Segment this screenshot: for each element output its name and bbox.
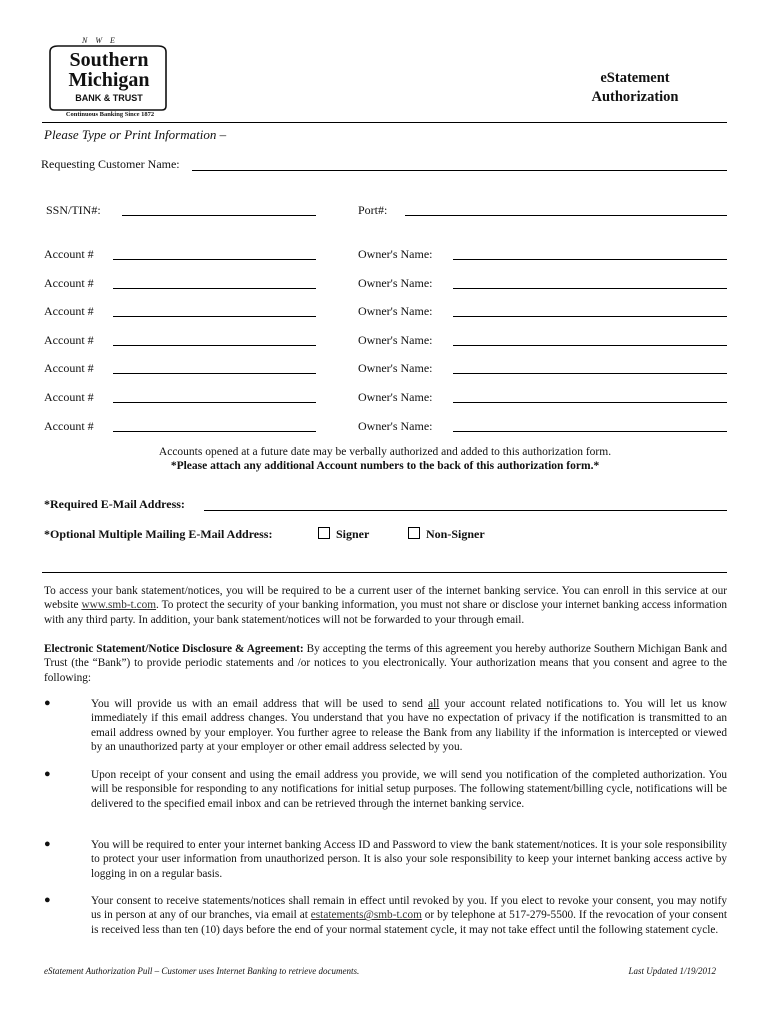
section-rule bbox=[42, 572, 727, 573]
intro-before: To access your bank statement/notices, you will be required to be a current user of the internet banking service. You can enroll in this service at our website bbox=[44, 585, 727, 612]
logo-tagline: Continuous Banking Since 1872 bbox=[65, 111, 155, 118]
port-field[interactable] bbox=[405, 215, 727, 216]
ssn-field[interactable] bbox=[122, 215, 316, 216]
owner-name-field[interactable] bbox=[453, 316, 727, 317]
account-label: Account # bbox=[44, 276, 94, 290]
bullet-4-text bbox=[91, 894, 727, 937]
bullet-1-after: your account related notifications to. You will let us know immediately if this email address changes. You understand that you have no expectation of privacy if the notification is transmitted to an email address owned by your employer. You further agree to release the Bank from any liability if the information is intercepted or viewed by an unauthorized party at your employer or other email address selected by you. bbox=[91, 698, 728, 753]
account-label: Account # bbox=[44, 390, 94, 404]
form-title-line-2: Authorization bbox=[591, 89, 679, 105]
logo-compass: N W E bbox=[82, 36, 118, 45]
account-number-field[interactable] bbox=[113, 431, 316, 432]
bullet-1-text bbox=[91, 697, 727, 754]
bullet-2-marker: ● bbox=[44, 768, 51, 780]
agreement-paragraph bbox=[44, 642, 727, 685]
owner-name-field[interactable] bbox=[453, 431, 727, 432]
logo-line-2: Michigan bbox=[68, 69, 150, 91]
owner-name-label: Owner's Name: bbox=[358, 276, 433, 290]
account-number-field[interactable] bbox=[113, 402, 316, 403]
owner-name-field[interactable] bbox=[453, 373, 727, 374]
owner-name-label: Owner's Name: bbox=[358, 419, 433, 433]
intro-after: . To protect the security of your banking information, you must not share or disclose your internet banking access information with any third party. In addition, your bank statement/notices will not be forwarded to your through email. bbox=[44, 599, 727, 626]
optional-email-label: *Optional Multiple Mailing E-Mail Address: bbox=[44, 527, 273, 541]
signer-checkbox[interactable] bbox=[318, 527, 330, 539]
footer-right: Last Updated 1/19/2012 bbox=[628, 966, 716, 976]
port-label: Port#: bbox=[358, 203, 388, 217]
instruction-text: Please Type or Print Information – bbox=[44, 127, 227, 142]
account-number-field[interactable] bbox=[113, 288, 316, 289]
account-label: Account # bbox=[44, 333, 94, 347]
owner-name-label: Owner's Name: bbox=[358, 390, 433, 404]
owner-name-field[interactable] bbox=[453, 259, 727, 260]
owner-name-label: Owner's Name: bbox=[358, 333, 433, 347]
customer-name-field[interactable] bbox=[192, 170, 727, 171]
required-email-label: *Required E-Mail Address: bbox=[44, 497, 185, 511]
agreement-text: By accepting the terms of this agreement you hereby authorize Southern Michigan Bank and Trust (the “Bank”) to provide periodic statements and /or notices to you electronically. Your authorization means that you consent and agree to the following: bbox=[44, 643, 727, 684]
account-label: Account # bbox=[44, 247, 94, 261]
non-signer-checkbox[interactable] bbox=[408, 527, 420, 539]
bullet-1-marker: ● bbox=[44, 697, 51, 709]
account-number-field[interactable] bbox=[113, 373, 316, 374]
owner-name-label: Owner's Name: bbox=[358, 361, 433, 375]
agreement-heading: Electronic Statement/Notice Disclosure & Agreement: bbox=[44, 643, 304, 655]
header-rule bbox=[42, 122, 727, 123]
account-label: Account # bbox=[44, 361, 94, 375]
required-email-field[interactable] bbox=[204, 510, 727, 511]
bullet-4-before: Your consent to receive statements/notices shall remain in effect until revoked by you. If you elect to revoke your consent, you may notify us in person at any of our branches, via email at bbox=[91, 895, 727, 922]
bullet-4-marker: ● bbox=[44, 894, 51, 906]
non-signer-label: Non-Signer bbox=[426, 527, 485, 541]
owner-name-label: Owner's Name: bbox=[358, 304, 433, 318]
bullet-1-before: You will provide us with an email address that will be used to send bbox=[91, 698, 429, 710]
bullet-1-emphasis: all bbox=[428, 698, 440, 710]
signer-option[interactable] bbox=[318, 527, 369, 542]
logo-line-3: BANK & TRUST bbox=[75, 93, 143, 103]
attach-accounts-note: *Please attach any additional Account numbers to the back of this authorization form.* bbox=[170, 460, 600, 472]
bullet-2-text: Upon receipt of your consent and using the email address you provide, we will send you notification of the completed authorization. You will be responsible for responding to any notifications for initial setup purposes. The following statement/billing cycle, notifications will be delivered to the specified email inbox and can be retrieved through the internet banking service. bbox=[91, 769, 727, 810]
intro-paragraph bbox=[44, 584, 727, 627]
bullet-4-after: or by telephone at 517-279-5500. If the revocation of your consent is received less than ten (10) days before the end of your normal statement cycle, it may not take effect until the following statement cycle. bbox=[91, 909, 727, 936]
bullet-3-marker: ● bbox=[44, 838, 51, 850]
non-signer-option[interactable] bbox=[408, 527, 485, 542]
bank-logo bbox=[44, 36, 172, 120]
footer-left: eStatement Authorization Pull – Customer uses Internet Banking to retrieve documents. bbox=[44, 966, 360, 976]
future-accounts-note: Accounts opened at a future date may be verbally authorized and added to this authorization form. bbox=[158, 446, 612, 458]
owner-name-field[interactable] bbox=[453, 402, 727, 403]
account-label: Account # bbox=[44, 304, 94, 318]
account-number-field[interactable] bbox=[113, 345, 316, 346]
signer-label: Signer bbox=[336, 527, 370, 541]
owner-name-field[interactable] bbox=[453, 345, 727, 346]
owner-name-field[interactable] bbox=[453, 288, 727, 289]
logo-line-1: Southern bbox=[69, 49, 149, 71]
form-title-line-1: eStatement bbox=[600, 70, 670, 86]
owner-name-label: Owner's Name: bbox=[358, 247, 433, 261]
account-number-field[interactable] bbox=[113, 259, 316, 260]
email-link[interactable]: estatements@smb-t.com bbox=[310, 909, 422, 922]
ssn-label: SSN/TIN#: bbox=[46, 203, 101, 217]
website-link[interactable]: www.smb-t.com bbox=[81, 599, 157, 612]
customer-name-label: Requesting Customer Name: bbox=[41, 157, 180, 171]
account-label: Account # bbox=[44, 419, 94, 433]
account-number-field[interactable] bbox=[113, 316, 316, 317]
bullet-3-text: You will be required to enter your internet banking Access ID and Password to view the bank statement/notices. It is your sole responsibility to protect your user information from unauthorized person. It is also your sole responsibility to keep your internet banking access active by logging in on a regular basis. bbox=[91, 839, 727, 880]
